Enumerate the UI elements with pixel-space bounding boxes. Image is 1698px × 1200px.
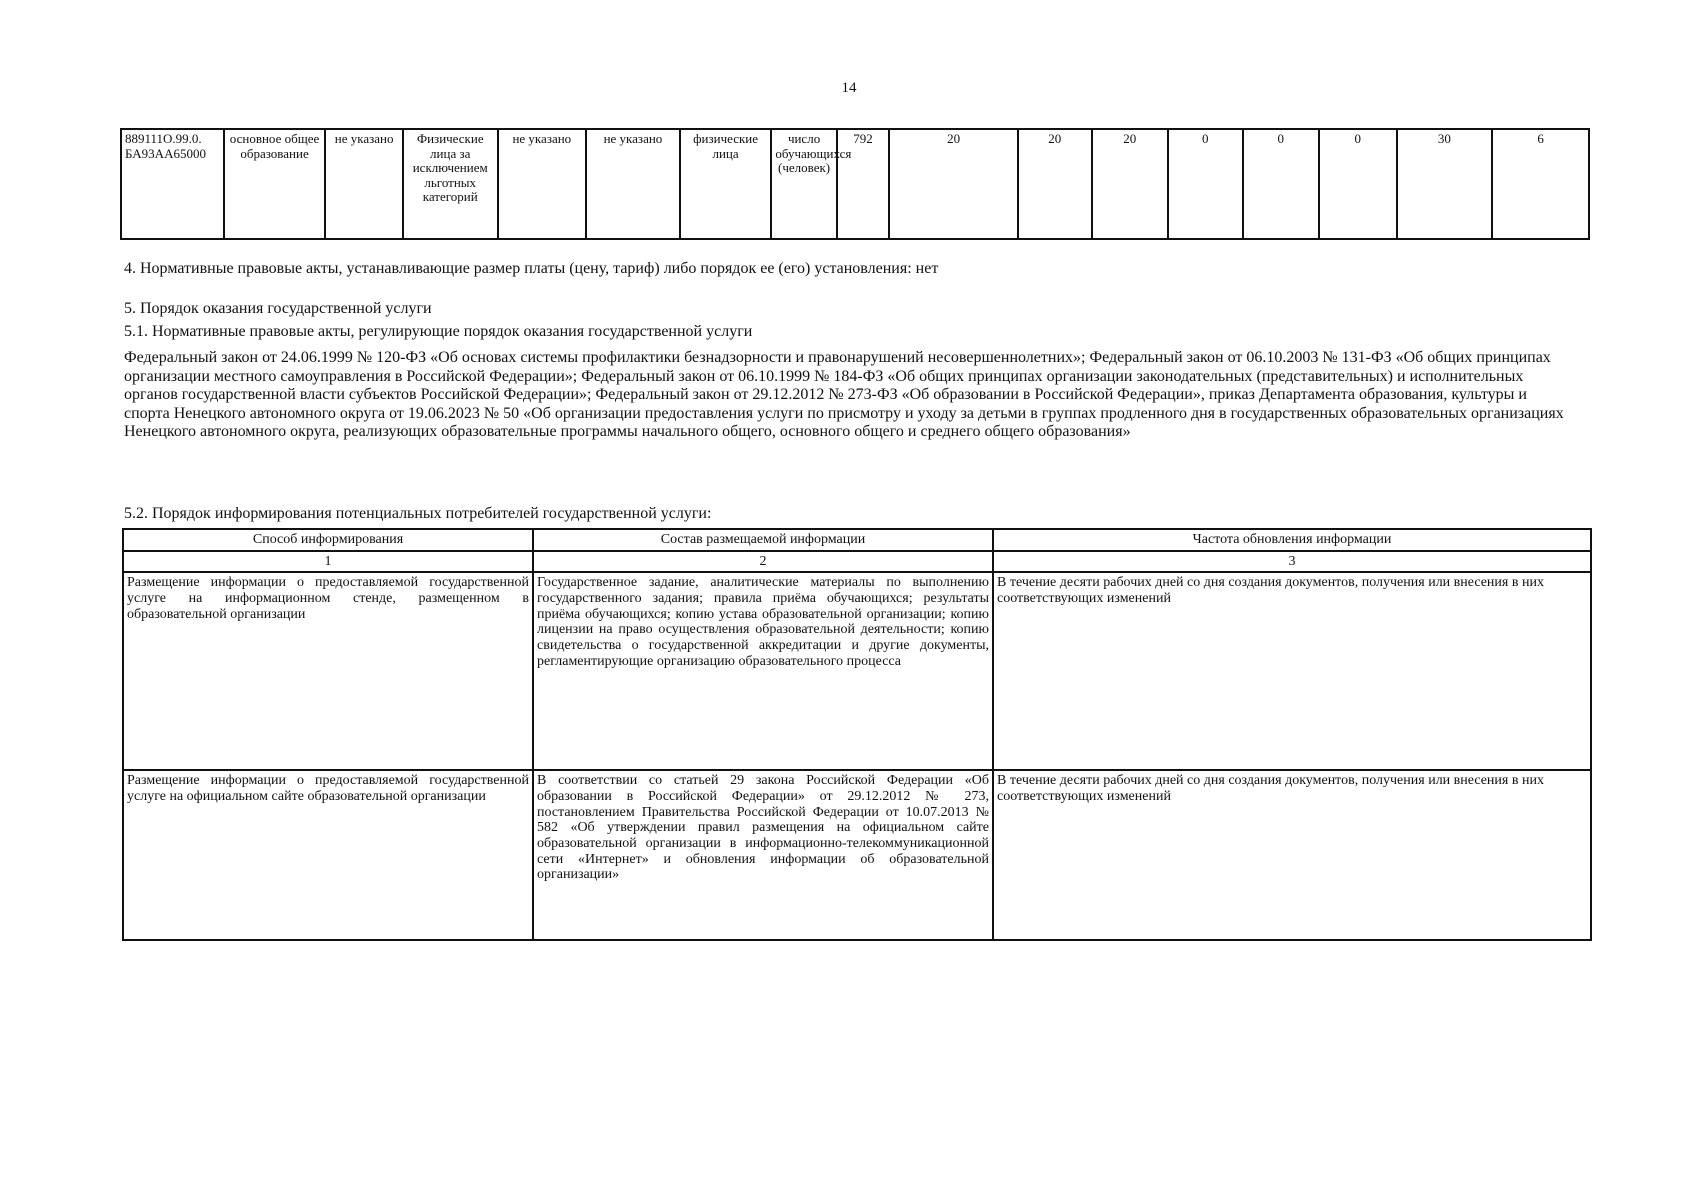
table-row xyxy=(123,572,1591,770)
section-5-2-title: 5.2. Порядок информирования потенциальных потребителей государственной услуги: xyxy=(124,505,712,522)
value-cell: 20 xyxy=(1018,129,1092,239)
section-5-title: 5. Порядок оказания государственной услуги xyxy=(124,300,432,317)
header-frequency: Частота обновления информации xyxy=(993,529,1591,551)
okei-code-cell: 792 xyxy=(837,129,889,239)
content-cell: В соответствии со статьей 29 закона Российской Федерации «Об образовании в Российской Федерации» от 29.12.2012 № 273, постановлением Правительства Российской Федерации от 10.07.2013 № 582 «Об утверждении правил размещения на официальном сайте образовательной организации в информационно-телекоммуникационной сети «Интернет» и обновления информации об образовательной организации» xyxy=(533,770,993,940)
section-5-1-title: 5.1. Нормативные правовые акты, регулирующие порядок оказания государственной услуги xyxy=(124,323,753,340)
column-number: 2 xyxy=(533,551,993,573)
column-number: 1 xyxy=(123,551,533,573)
content-cell-2: не указано xyxy=(325,129,403,239)
section-4-text: 4. Нормативные правовые акты, устанавливающие размер платы (цену, тариф) либо порядок ее (его) установления: нет xyxy=(124,260,939,277)
table-row xyxy=(121,129,1589,239)
value-cell: 0 xyxy=(1243,129,1320,239)
frequency-cell: В течение десяти рабочих дней со дня создания документов, получения или внесения в них соответствующих изменений xyxy=(993,770,1591,940)
page-number: 14 xyxy=(841,80,857,96)
frequency-cell: В течение десяти рабочих дней со дня создания документов, получения или внесения в них соответствующих изменений xyxy=(993,572,1591,770)
value-cell: 30 xyxy=(1397,129,1493,239)
content-cell: Государственное задание, аналитические материалы по выполнению государственного задания; правила приёма обучающихся; результаты приёма обучающихся; копию устава образовательной организации; копию лицензии на право осуществления образовательной деятельности; копию свидетельства о государственной аккредитации и другие документы, регламентирующие организацию образовательного процесса xyxy=(533,572,993,770)
section-5-1-text: Федеральный закон от 24.06.1999 № 120-ФЗ «Об основах системы профилактики безнадзорности и правонарушений несовершеннолетних»; Федеральный закон от 06.10.2003 № 131-ФЗ «Об общих принципах организации местного самоуправления в Российской Федерации»; Федеральный закон от 06.10.1999 № 184-ФЗ «Об общих принципах организации законодательных (представительных) и исполнительных органов государственной власти субъектов Российской Федерации»; Федеральный закон от 29.12.2012 № 273-ФЗ «Об образовании в Российской Федерации», приказ Департамента образования, культуры и спорта Ненецкого автономного округа от 19.06.2023 № 50 «Об организации предоставления услуги по присмотру и уходу за детьми в группах продленного дня в государственных образовательных организациях Ненецкого автономного округа, реализующих образовательные программы начального общего, основного общего и среднего общего образования» xyxy=(124,349,1564,440)
header-method: Способ информирования xyxy=(123,529,533,551)
condition-cell-2: не указано xyxy=(586,129,680,239)
unit-name-cell: число обучающихся (человек) xyxy=(771,129,836,239)
value-cell: 20 xyxy=(1092,129,1169,239)
method-cell: Размещение информации о предоставляемой государственной услуге на информационном стенде, размещенном в образовательной организации xyxy=(123,572,533,770)
header-content: Состав размещаемой информации xyxy=(533,529,993,551)
value-cell: 0 xyxy=(1319,129,1397,239)
column-number: 3 xyxy=(993,551,1591,573)
service-indicators-table xyxy=(120,128,1590,240)
condition-cell: не указано xyxy=(498,129,587,239)
table-row xyxy=(123,770,1591,940)
consumer-category-cell: Физические лица за исключением льготных категорий xyxy=(403,129,498,239)
table-number-row xyxy=(123,551,1591,573)
indicator-name-cell: физические лица xyxy=(680,129,772,239)
method-cell: Размещение информации о предоставляемой государственной услуге на официальном сайте образовательной организации xyxy=(123,770,533,940)
registry-number-cell: 889111О.99.0. БА93АА65000 xyxy=(121,129,224,239)
content-cell: основное общее образование xyxy=(224,129,326,239)
value-cell: 20 xyxy=(889,129,1018,239)
informing-table xyxy=(122,528,1592,941)
table-header-row xyxy=(123,529,1591,551)
value-cell: 6 xyxy=(1492,129,1589,239)
value-cell: 0 xyxy=(1168,129,1243,239)
